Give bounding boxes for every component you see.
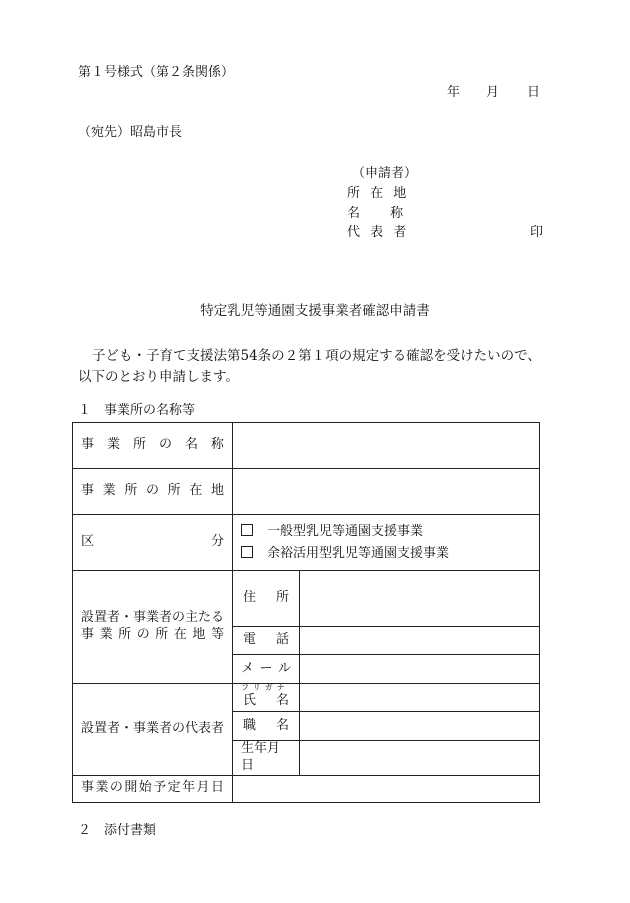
representative-label-cell: [73, 684, 233, 776]
facility-address-value-cell[interactable]: [233, 469, 540, 515]
start-date-value-cell[interactable]: [233, 775, 540, 802]
category-option-label: 一般型乳児等通園支援事業: [267, 523, 424, 539]
category-option-general[interactable]: [241, 521, 531, 543]
document-title: 特定乳児等通園支援事業者確認申請書: [200, 303, 430, 319]
facility-table: [72, 422, 540, 803]
facility-address-label: 事 業 所 の 所 在 地: [81, 483, 224, 499]
category-label-cell: [73, 515, 233, 571]
section1-heading: １ 事業所の名称等: [78, 403, 196, 418]
category-label: 区 分: [81, 534, 224, 550]
name-label-cell: [233, 684, 300, 712]
table-row: [73, 684, 540, 712]
checkbox-icon[interactable]: [241, 524, 253, 536]
representative-label: 設置者・事業者の代表者: [81, 720, 225, 736]
table-row: [73, 423, 540, 469]
category-options-cell: [233, 515, 540, 571]
email-value-cell[interactable]: [300, 655, 540, 684]
email-label-cell: [233, 655, 300, 684]
operator-office-label-cell: [73, 571, 233, 684]
date-month-label: 月: [486, 85, 500, 100]
position-label-cell: [233, 712, 300, 741]
form-number: 第１号様式（第２条関係）: [78, 65, 235, 80]
operator-office-label-line1: 設置者・事業者の主たる: [81, 610, 225, 626]
checkbox-icon[interactable]: [241, 546, 253, 558]
table-row: [73, 469, 540, 515]
furigana-label: フリガナ: [241, 682, 289, 692]
table-row: [73, 571, 540, 627]
table-row: [73, 775, 540, 802]
position-label: 職 名: [243, 717, 289, 733]
position-value-cell[interactable]: [300, 712, 540, 741]
address-label-cell: [233, 571, 300, 627]
phone-label-cell: [233, 627, 300, 655]
name-value-cell[interactable]: [300, 684, 540, 712]
phone-label: 電 話: [243, 632, 289, 648]
section2-heading: ２ 添付書類: [78, 823, 157, 838]
facility-name-label: 事 業 所 の 名 称: [81, 437, 224, 453]
addressee: （宛先）昭島市長: [78, 125, 183, 140]
applicant-representative-label: 代 表 者: [347, 225, 407, 240]
date-year-label: 年: [447, 85, 461, 100]
operator-office-label-line2: 事 業 所 の 所 在 地 等: [81, 627, 224, 642]
phone-value-cell[interactable]: [300, 627, 540, 655]
table-row: [73, 515, 540, 571]
applicant-name-label: 名 称: [347, 206, 404, 221]
applicant-heading: （申請者）: [352, 166, 418, 181]
date-day-label: 日: [527, 85, 541, 100]
name-label: 氏 名: [243, 692, 289, 708]
document-body: 子ども・子育て支援法第54条の２第１項の規定する確認を受けたいので、以下のとおり申請します。: [78, 348, 541, 385]
applicant-address-label: 所 在 地: [347, 186, 407, 201]
address-label: 住 所: [243, 590, 289, 606]
facility-name-value-cell[interactable]: [233, 423, 540, 469]
birthdate-label-cell: [233, 741, 300, 776]
facility-name-label-cell: [73, 423, 233, 469]
start-date-label-cell: [73, 775, 233, 802]
facility-address-label-cell: [73, 469, 233, 515]
category-option-label: 余裕活用型乳児等通園支援事業: [267, 545, 450, 561]
address-value-cell[interactable]: [300, 571, 540, 627]
birthdate-label: 生年月日: [241, 741, 281, 773]
start-date-label: 事 業 の 開 始 予 定 年 月 日: [81, 780, 224, 796]
birthdate-value-cell[interactable]: [300, 741, 540, 776]
seal-mark: 印: [530, 225, 544, 240]
email-label: メ ー ル: [241, 660, 291, 676]
category-option-surplus[interactable]: [241, 543, 531, 565]
